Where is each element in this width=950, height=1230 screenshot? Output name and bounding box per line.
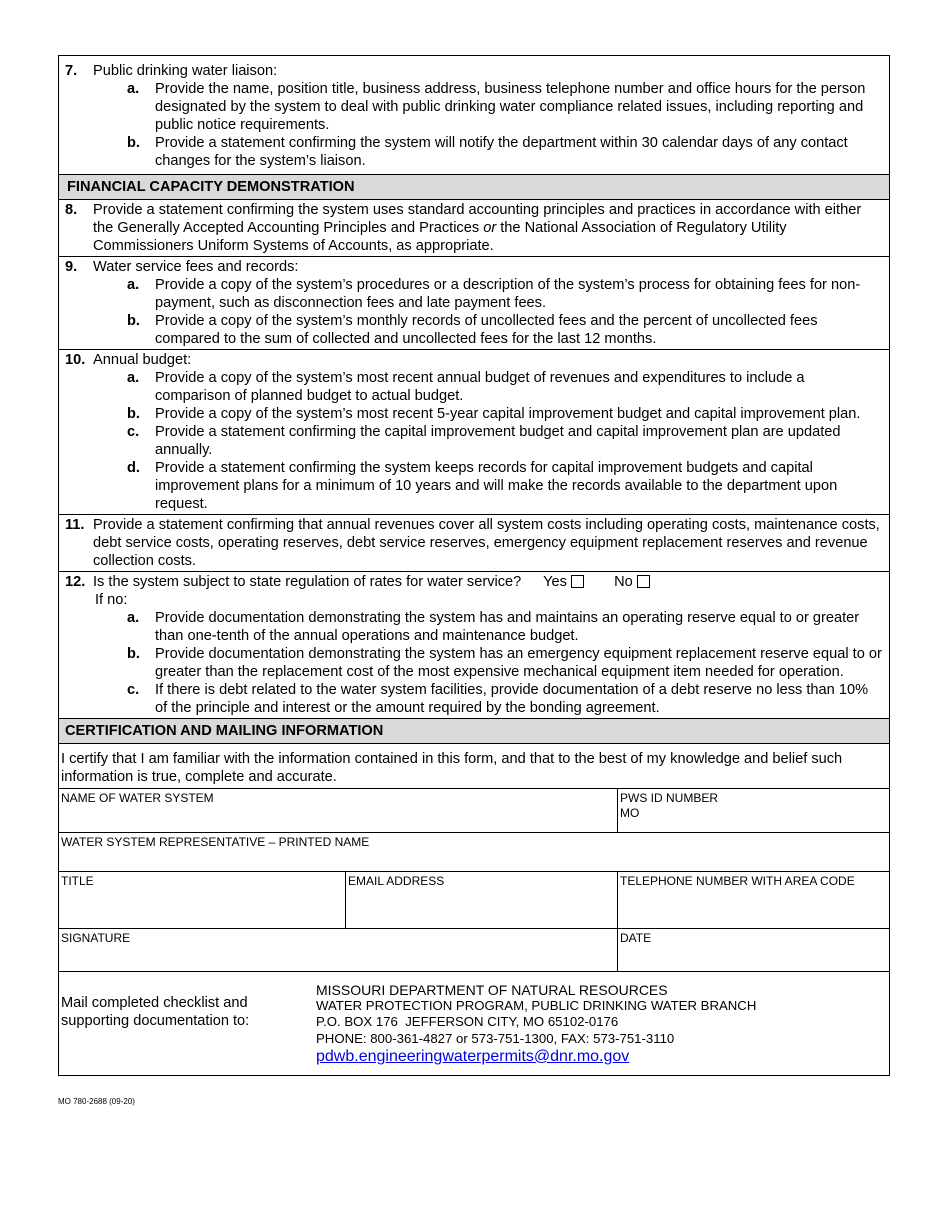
rate-regulation-question: Is the system subject to state regulation of rates for water service? [93,574,522,590]
form-number: MO 780-2688 (09-20) [58,1097,135,1106]
checklist-form [58,55,890,1076]
title-field[interactable]: TITLE [61,874,94,888]
department-name: MISSOURI DEPARTMENT OF NATURAL RESOURCES [316,982,668,998]
sub-item: a. Provide a copy of the system’s most recent annual budget of revenues and expenditures to include a comparison of planned budget to actual budget. [127,370,805,404]
yes-label: Yes [543,574,567,590]
item-11: 11. Provide a statement confirming that annual revenues cover all system costs including operating costs, maintenance costs, debt service costs, operating reserves, debt service reserves, emergency equipment replacement reserves and revenue collection costs. [59,515,889,572]
pws-id-field[interactable]: PWS ID NUMBER MO [617,789,889,832]
sub-item: c. Provide a statement confirming the capital improvement budget and capital improvement plan are updated annually. [127,424,841,458]
po-box-address: P.O. BOX 176 JEFFERSON CITY, MO 65102-0176 [316,1014,619,1030]
sub-item: a. Provide a copy of the system’s procedures or a description of the system’s process for obtaining fees for non-payment, such as disconnection fees and late payment fees. [127,277,861,311]
contact-row [59,872,889,929]
item-10: 10. Annual budget: a. Provide a copy of the system’s most recent annual budget of revenues and expenditures to include a comparison of planned budget to actual budget. b. Provide a copy of the system’s most recent 5-year capital improvement budget and capital improvement plan. c. Provide a statement confirming the capital improvement budget and capital improvement plan are updated annually. d. Provide a statement confirming the system keeps records for capital improvement budgets and capital improvement plans for a minimum of 10 years and will make the records available to the department upon request. [59,350,889,515]
email-field[interactable]: EMAIL ADDRESS [345,872,617,928]
financial-section-header: FINANCIAL CAPACITY DEMONSTRATION [59,175,889,200]
yes-checkbox[interactable] [571,575,584,588]
sub-item: b. Provide a copy of the system’s most recent 5-year capital improvement budget and capital improvement plan. [127,406,861,422]
water-system-name-field[interactable]: NAME OF WATER SYSTEM [61,791,214,805]
telephone-field[interactable]: TELEPHONE NUMBER WITH AREA CODE [617,872,889,928]
no-checkbox[interactable] [637,575,650,588]
certification-statement: I certify that I am familiar with the information contained in this form, and that to the best of my knowledge and belief such information is true, complete and accurate. [59,744,889,789]
item-8: 8. Provide a statement confirming the system uses standard accounting principles and practices in accordance with either the Generally Accepted Accounting Principles and Practices or the National Association of Regulatory Utility Commissioners Uniform Systems of Accounts, as appropriate. [59,200,889,257]
item-7 [59,56,889,175]
mailing-instruction: Mail completed checklist and supporting documentation to: [61,995,250,1029]
sub-item: c. If there is debt related to the water system facilities, provide documentation of a debt reserve no less than 10% of the principle and interest or the amount required by the bonding agreement. [127,682,869,716]
item-9: 9. Water service fees and records: a. Provide a copy of the system’s procedures or a description of the system’s process for obtaining fees for non-payment, such as disconnection fees and late payment fees. b. Provide a copy of the system’s monthly records of uncollected fees and the percent of uncollected fees compared to the sum of collected and uncollected fees for the last 12 months. [59,257,889,350]
no-label: No [614,574,633,590]
mailing-address [316,982,756,1067]
item-title: Public drinking water liaison: [93,63,278,79]
representative-name-field[interactable]: WATER SYSTEM REPRESENTATIVE – PRINTED NAME [61,835,370,849]
program-name: WATER PROTECTION PROGRAM, PUBLIC DRINKING WATER BRANCH [316,998,757,1014]
sub-item: d. Provide a statement confirming the system keeps records for capital improvement budgets and capital improvement plans for a minimum of 10 years and will make the records available to the department upon request. [127,460,838,512]
email-link[interactable]: pdwb.engineeringwaterpermits@dnr.mo.gov [316,1047,630,1065]
sub-item: a. Provide documentation demonstrating the system has and maintains an operating reserve equal to or greater than one-tenth of the annual operations and maintenance budget. [127,610,860,644]
phone-fax: PHONE: 800-361-4827 or 573-751-1300, FAX: 573-751-3110 [316,1030,675,1046]
if-no-label: If no: [95,592,128,608]
sub-item: a. Provide the name, position title, business address, business telephone number and office hours for the person designated by the system to deal with public drinking water compliance related issues, including reporting and public notice requirements. [127,81,866,133]
sub-item: b. Provide a statement confirming the system will notify the department within 30 calendar days of any contact changes for the system’s liaison. [127,135,848,169]
representative-row [59,833,889,872]
mailing-info [59,972,889,1075]
date-field[interactable]: DATE [617,929,889,971]
certification-section-header: CERTIFICATION AND MAILING INFORMATION [59,719,889,744]
water-system-row [59,789,889,833]
item-number: 7. [65,63,78,79]
signature-field[interactable]: SIGNATURE [61,931,131,945]
item-text: Provide a statement confirming the system uses standard accounting principles and practices in accordance with either the Generally Accepted Accounting Principles and Practices or the National Association of Regulatory Utility Commissioners Uniform Systems of Accounts, as appropriate. [93,202,862,254]
sub-item: b. Provide a copy of the system’s monthly records of uncollected fees and the percent of uncollected fees compared to the sum of collected and uncollected fees for the last 12 months. [127,313,818,347]
item-12: 12. Is the system subject to state regulation of rates for water service? Yes No If no: a. Provide documentation demonstrating the system has and maintains an operating reserve equal to or greater than one-tenth of the annual operations and maintenance budget. b. Provide documentation demonstrating the system has an emergency equipment replacement reserve equal to or greater than the replacement cost of the most expensive mechanical equipment item needed for operation. c. If there is debt related to the water system facilities, provide documentation of a debt reserve no less than 10% of the principle and interest or the amount required by the bonding agreement. [59,572,889,719]
signature-row [59,929,889,972]
sub-item: b. Provide documentation demonstrating the system has an emergency equipment replacement reserve equal to or greater than the replacement cost of the most expensive mechanical equipment item needed for operation. [127,646,882,680]
